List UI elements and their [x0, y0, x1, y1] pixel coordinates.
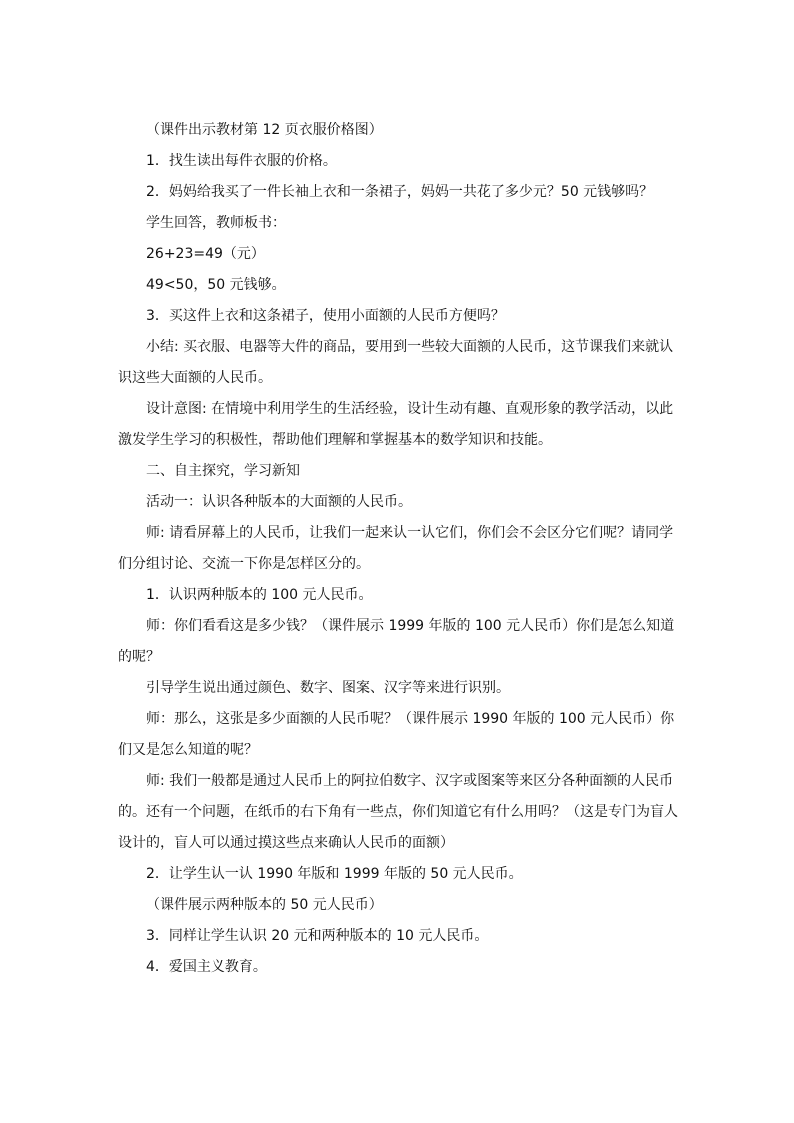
paragraph: 活动一：认识各种版本的大面额的人民币。: [146, 494, 412, 510]
paragraph: 学生回答，教师板书：: [146, 215, 286, 231]
paragraph: 师：你们看看这是多少钱？（课件展示 1999 年版的 100 元人民币）你们是怎么知道的呢？: [118, 618, 675, 665]
paragraph: 师: 我们一般都是通过人民币上的阿拉伯数字、汉字或图案等来区分各种面额的人民币的。还有一个问题，在纸币的右下角有一些点，你们知道它有什么用吗？（这是专门为盲人设计的，盲人可以通过摸这些点来确认人民币的面额）: [118, 773, 678, 851]
paragraph: 1．认识两种版本的 100 元人民币。: [146, 587, 373, 603]
section-heading: 二、自主探究，学习新知: [146, 463, 300, 479]
paragraph: 师：那么，这张是多少面额的人民币呢？（课件展示 1990 年版的 100 元人民币）你们又是怎么知道的呢？: [118, 711, 675, 758]
paragraph: 引导学生说出通过颜色、数字、图案、汉字等来进行识别。: [146, 680, 510, 696]
paragraph: 师: 请看屏幕上的人民币，让我们一起来认一认它们，你们会不会区分它们呢？请同学们分组讨论、交流一下你是怎样区分的。: [118, 525, 674, 572]
paragraph: 49<50，50 元钱够。: [146, 277, 286, 293]
paragraph: 3．同样让学生认识 20 元和两种版本的 10 元人民币。: [146, 928, 489, 944]
paragraph: 2．让学生认一认 1990 年版和 1999 年版的 50 元人民币。: [146, 866, 523, 882]
paragraph: 26+23=49（元）: [146, 246, 265, 262]
paragraph: 2．妈妈给我买了一件长袖上衣和一条裙子，妈妈一共花了多少元？50 元钱够吗？: [146, 184, 654, 200]
paragraph: （课件展示两种版本的 50 元人民币）: [146, 897, 383, 913]
paragraph: 1．找生读出每件衣服的价格。: [146, 153, 337, 169]
document-body: [118, 115, 678, 983]
paragraph: 3．买这件上衣和这条裙子，使用小面额的人民币方便吗？: [146, 308, 505, 324]
paragraph: （课件出示教材第 12 页衣服价格图）: [146, 122, 383, 138]
paragraph: 小结: 买衣服、电器等大件的商品，要用到一些较大面额的人民币，这节课我们来就认识这些大面额的人民币。: [118, 339, 674, 386]
paragraph: 设计意图: 在情境中利用学生的生活经验，设计生动有趣、直观形象的教学活动，以此激发学生学习的积极性，帮助他们理解和掌握基本的数学知识和技能。: [118, 401, 674, 448]
paragraph: 4．爱国主义教育。: [146, 959, 267, 975]
